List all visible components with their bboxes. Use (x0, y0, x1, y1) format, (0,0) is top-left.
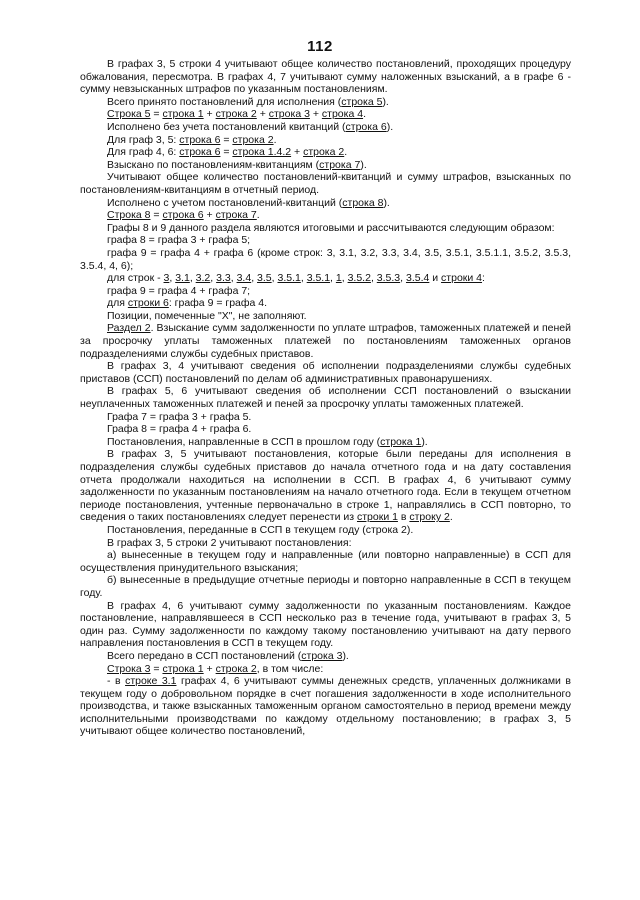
paragraph-text: графах 4, 6 учитывают суммы денежных средств, уплаченных должниками в текущем году о добровольном порядке в счет погашения задолженности в ходе исполнительного производства, и также взысканных таможенным органом самостоятельно в период времени между исполнительными производствами по каждому отдельному постановлению; в графах 3, 5 учитывают общее количество постановлений, (80, 675, 571, 738)
reference-link[interactable]: строка 6 (179, 133, 221, 146)
paragraph (80, 322, 571, 360)
reference-link[interactable]: Строка 3 (107, 662, 151, 675)
document-body (80, 58, 571, 738)
paragraph-text: , (251, 272, 258, 285)
paragraph-text: Исполнено с учетом постановлений-квитанций ( (107, 196, 343, 209)
reference-link[interactable]: строка 6 (345, 120, 387, 133)
reference-link[interactable]: строка 2 (232, 133, 274, 146)
paragraph-text: В графах 3, 5 учитывают постановления, которые были переданы для исполнения в подразделения службы судебных приставов до начала отчетного года и на дату составления отчета продолжали находиться на исполнении в ССП. В графах 4, 6 учитывают сумму задолженности по указанным постановлениям на начало отчетного года. Если в текущем отчетном периоде постановления, учтенные первоначально в строке 1, направлялись в ССП повторно, то сведения о таких постановлениях следует перенести из (80, 448, 571, 524)
paragraph (80, 272, 571, 285)
reference-link[interactable]: Строка 8 (107, 209, 151, 222)
reference-link[interactable]: 3.2 (195, 272, 211, 285)
paragraph (80, 197, 571, 210)
reference-link[interactable]: 3.1 (175, 272, 190, 285)
paragraph (80, 222, 571, 235)
paragraph-text: Графы 8 и 9 данного раздела являются итоговыми и рассчитываются следующим образом: (107, 221, 555, 234)
paragraph-text: = (150, 662, 163, 675)
paragraph-text: в (397, 511, 410, 524)
reference-link[interactable]: строка 2 (215, 662, 257, 675)
reference-link[interactable]: строка 2 (303, 146, 345, 159)
reference-link[interactable]: 3.5.4 (405, 272, 430, 285)
paragraph-text: , (370, 272, 377, 285)
paragraph (80, 524, 571, 537)
paragraph-text: В графах 5, 6 учитывают сведения об исполнении ССП постановлений о взыскании неуплаченных таможенных платежей и пеней за просрочку уплаты таможенных платежей. (80, 385, 571, 411)
paragraph-text: Исполнено без учета постановлений квитанций ( (107, 120, 346, 133)
reference-link[interactable]: строка 1 (162, 662, 204, 675)
reference-link[interactable]: строке 3.1 (125, 675, 177, 688)
paragraph-text: б) вынесенные в предыдущие отчетные периоды и повторно направленные в ССП в текущем году. (80, 574, 571, 599)
paragraph (80, 411, 571, 424)
paragraph-text: Графа 7 = графа 3 + графа 5. (107, 410, 252, 423)
reference-link[interactable]: строка 5 (341, 95, 383, 108)
reference-link[interactable]: строка 8 (342, 196, 384, 209)
paragraph (80, 209, 571, 222)
paragraph (80, 171, 571, 196)
paragraph-text: ). (360, 158, 367, 171)
paragraph-text: Всего передано в ССП постановлений ( (107, 649, 302, 662)
reference-link[interactable]: строка 3 (301, 649, 343, 662)
paragraph-text: ). (342, 649, 349, 662)
paragraph-text: Постановления, направленные в ССП в прошлом году ( (107, 435, 381, 448)
paragraph (80, 663, 571, 676)
paragraph (80, 385, 571, 410)
paragraph-text: : графа 9 = графа 4. (168, 297, 268, 310)
paragraph-text: + (309, 108, 322, 121)
paragraph (80, 600, 571, 650)
paragraph-text: ). (383, 196, 390, 209)
paragraph-text: и (429, 272, 442, 285)
paragraph (80, 549, 571, 574)
paragraph-text: + (291, 146, 304, 159)
paragraph-text: . (344, 146, 348, 159)
reference-link[interactable]: строки 1 (356, 511, 398, 524)
paragraph-text: , (271, 272, 278, 285)
paragraph (80, 423, 571, 436)
paragraph-text: = (150, 108, 163, 121)
reference-link[interactable]: строка 6 (179, 146, 221, 159)
reference-link[interactable]: 3.5.2 (347, 272, 371, 285)
paragraph-text: В графах 3, 5 строки 2 учитывают постановления: (107, 536, 352, 549)
paragraph-text: , (330, 272, 336, 285)
paragraph-text: . (363, 108, 366, 121)
reference-link[interactable]: строка 4 (321, 108, 364, 121)
reference-link[interactable]: строка 7 (319, 158, 361, 171)
paragraph-text: . Взыскание сумм задолженности по уплате штрафов, таможенных платежей и пеней за просрочку уплаты таможенных платежей по постановлениям таможенных органов подразделениями службы судебных приставов. (80, 322, 572, 360)
paragraph-text: , (169, 272, 176, 285)
paragraph-text: графа 9 = графа 4 + графа 7; (107, 284, 251, 297)
paragraph (80, 96, 571, 109)
paragraph (80, 297, 571, 310)
paragraph-text: Позиции, помеченные "X", не заполняют. (107, 309, 307, 322)
paragraph-text: . (256, 209, 260, 222)
reference-link[interactable]: строка 3 (268, 108, 310, 121)
paragraph (80, 159, 571, 172)
reference-link[interactable]: строки 4 (441, 272, 483, 285)
paragraph-text: = (150, 209, 163, 222)
paragraph-text: , (300, 272, 307, 285)
paragraph (80, 448, 571, 524)
paragraph-text: Для граф 3, 5: (107, 133, 180, 146)
reference-link[interactable]: 3.5.1 (277, 272, 301, 285)
reference-link[interactable]: строка 6 (162, 209, 204, 222)
reference-link[interactable]: строка 1.4.2 (232, 146, 292, 159)
paragraph (80, 121, 571, 134)
paragraph (80, 537, 571, 550)
paragraph-text: Постановления, переданные в ССП в текущем году (строка 2). (107, 523, 414, 536)
paragraph (80, 285, 571, 298)
paragraph (80, 58, 571, 96)
paragraph-text: Учитывают общее количество постановлений-квитанций и сумму штрафов, взысканных по постановлениям-квитанциям в отчетный период. (80, 171, 571, 196)
reference-link[interactable]: Строка 5 (107, 108, 151, 121)
paragraph-text: + (203, 662, 216, 675)
paragraph-text: , (341, 272, 348, 285)
paragraph-text: . (273, 133, 277, 146)
reference-link[interactable]: Раздел 2 (107, 322, 151, 335)
paragraph-text: В графах 4, 6 учитывают сумму задолженности по указанным постановлениям. Каждое постановление, направлявшееся в ССП несколько раз в течение года, учитывают в графах 3, 5 один раз. Сумму задолженности по каждому такому постановлению учитывают на дату первого направления постановления в ССП в текущем году. (80, 599, 571, 650)
paragraph (80, 650, 571, 663)
paragraph-text: для строк - (107, 272, 164, 285)
paragraph (80, 436, 571, 449)
reference-link[interactable]: 3.4 (236, 272, 252, 285)
paragraph-text: Графа 8 = графа 4 + графа 6. (107, 423, 252, 436)
paragraph-text: , (400, 272, 406, 285)
paragraph-text: , (230, 272, 237, 285)
reference-link[interactable]: строка 1 (162, 108, 204, 121)
paragraph-text: В графах 3, 4 учитывают сведения об исполнении подразделениями службы судебных приставов (ССП) постановлений по делам об административных правонарушениях. (80, 360, 571, 385)
paragraph-text: + (256, 108, 269, 121)
paragraph (80, 310, 571, 323)
paragraph-text: В графах 3, 5 строки 4 учитывают общее количество постановлений, проходящих процедуру обжалования, пересмотра. В графах 4, 7 учитывают сумму наложенных взысканий, а в графе 6 - сумму невзысканных штрафов по указанным постановлениям. (80, 58, 571, 96)
paragraph (80, 234, 571, 247)
paragraph-text: . (449, 511, 453, 524)
paragraph (80, 146, 571, 159)
reference-link[interactable]: строка 2 (215, 108, 257, 121)
paragraph (80, 675, 571, 738)
paragraph-text: , (210, 272, 217, 285)
reference-link[interactable]: 3 (163, 272, 170, 285)
reference-link[interactable]: 3.3 (216, 272, 231, 285)
reference-link[interactable]: 1 (335, 272, 342, 285)
paragraph-text: = (220, 133, 233, 146)
paragraph (80, 134, 571, 147)
paragraph-text: = (220, 146, 233, 159)
page-number: 112 (307, 38, 333, 55)
reference-link[interactable]: 3.5.3 (376, 272, 401, 285)
paragraph-text: ). (386, 120, 394, 133)
paragraph (80, 247, 571, 272)
paragraph-text: , в том числе: (256, 662, 324, 675)
paragraph (80, 108, 571, 121)
paragraph-text: ). (382, 95, 389, 108)
paragraph-text: для (107, 297, 128, 310)
reference-link[interactable]: 3.5 (257, 272, 272, 285)
paragraph-text: + (203, 209, 216, 222)
paragraph-text: ). (421, 435, 428, 448)
paragraph (80, 360, 571, 385)
paragraph-text: а) вынесенные в текущем году и направленные (или повторно направленные) в ССП для осуществления принудительного взыскания; (80, 549, 571, 574)
paragraph-text: Всего принято постановлений для исполнения ( (107, 95, 342, 108)
reference-link[interactable]: строка 1 (380, 435, 422, 448)
paragraph-text: графа 8 = графа 3 + графа 5; (107, 234, 251, 247)
paragraph-text: - в (107, 675, 126, 688)
paragraph-text: Для граф 4, 6: (107, 146, 180, 159)
paragraph (80, 574, 571, 599)
paragraph-text: + (203, 108, 216, 121)
reference-link[interactable]: строки 6 (127, 297, 169, 310)
paragraph-text: Взыскано по постановлениям-квитанциям ( (107, 158, 320, 171)
reference-link[interactable]: строка 7 (215, 209, 257, 222)
paragraph-text: , (189, 272, 196, 285)
reference-link[interactable]: 3.5.1 (306, 272, 331, 285)
paragraph-text: : (482, 272, 485, 285)
paragraph-text: графа 9 = графа 4 + графа 6 (кроме строк: 3, 3.1, 3.2, 3.3, 3.4, 3.5, 3.5.1, 3.5.1.1, 3.5.2, 3.5.3, 3.5.4, 4, 6); (80, 246, 571, 272)
reference-link[interactable]: строку 2 (409, 511, 450, 524)
